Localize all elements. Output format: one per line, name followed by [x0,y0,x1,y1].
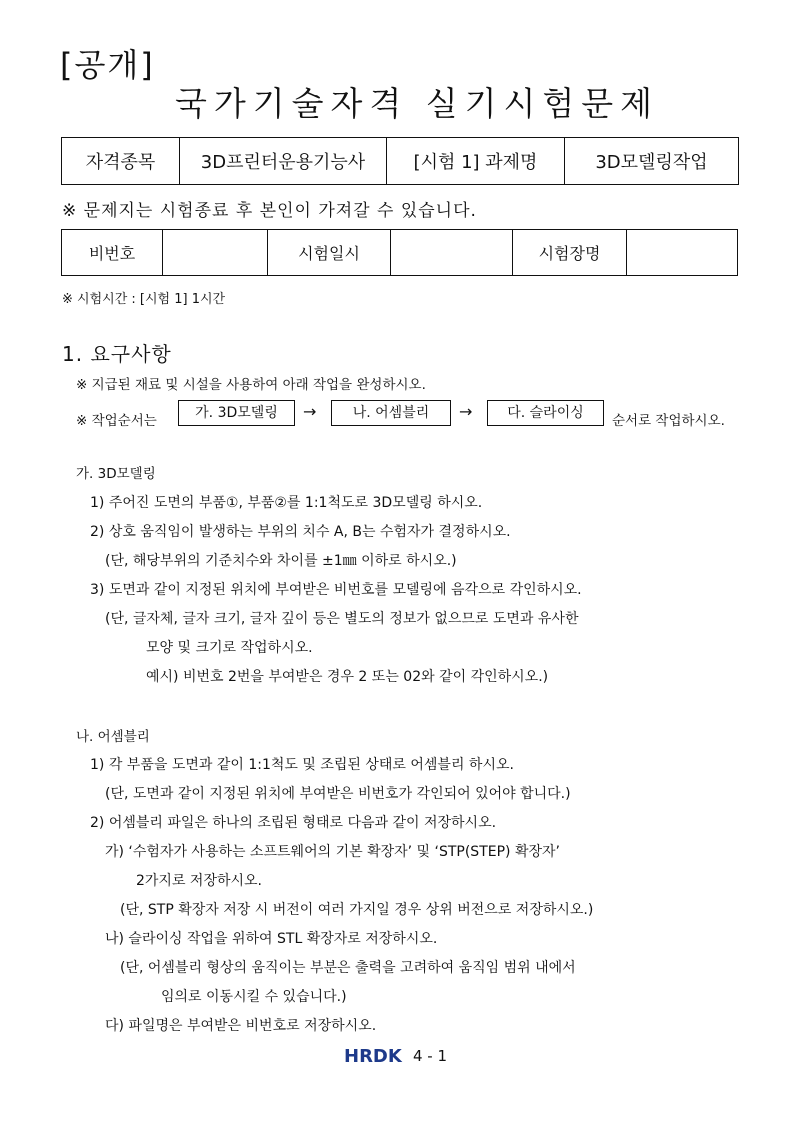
exam-info-table [61,229,738,276]
text-line: 예시) 비번호 2번을 부여받은 경우 2 또는 02와 같이 각인하시오.) [146,669,549,685]
value-exam-date [391,230,513,276]
label-exam-number: 비번호 [62,230,163,276]
exam-time: ※ 시험시간 : [시험 1] 1시간 [62,292,226,307]
label-qualification-type: 자격종목 [62,138,180,185]
value-qualification-type: 3D프린터운용기능사 [180,138,387,185]
text-line: 2) 상호 움직임이 발생하는 부위의 치수 A, B는 수험자가 결정하시오. [90,524,511,540]
hrdk-logo: HRDK [344,1046,402,1067]
qualification-table [61,137,739,185]
page-title: 국가기술자격 실기시험문제 [175,84,660,123]
page-number: 4 - 1 [413,1047,448,1065]
text-line: 임의로 이동시킬 수 있습니다.) [161,989,347,1005]
value-task-name: 3D모델링작업 [565,138,739,185]
order-prefix: ※ 작업순서는 [76,413,157,429]
text-line: 3) 도면과 같이 지정된 위치에 부여받은 비번호를 모델링에 음각으로 각인하시오. [90,582,582,598]
text-line: (단, 도면과 같이 지정된 위치에 부여받은 비번호가 각인되어 있어야 합니다.) [105,786,571,802]
arrow-icon: → [303,402,317,421]
text-line: 2) 어셈블리 파일은 하나의 조립된 형태로 다음과 같이 저장하시오. [90,815,497,831]
text-line: 2가지로 저장하시오. [136,873,262,889]
order-step-slicing: 다. 슬라이싱 [487,400,604,426]
order-step-modeling: 가. 3D모델링 [178,400,295,426]
section-title-requirements: 1. 요구사항 [62,342,172,366]
text-line: 1) 주어진 도면의 부품①, 부품②를 1:1척도로 3D모델링 하시오. [90,495,483,511]
text-line: 다) 파일명은 부여받은 비번호로 저장하시오. [105,1018,377,1034]
label-exam-place: 시험장명 [513,230,627,276]
notice-text: ※ 문제지는 시험종료 후 본인이 가져갈 수 있습니다. [62,201,477,221]
order-suffix: 순서로 작업하시오. [612,413,725,429]
text-line: 가) ‘수험자가 사용하는 소프트웨어의 기본 확장자’ 및 ‘STP(STEP) 확장자’ [105,844,560,860]
text-line: (단, 어셈블리 형상의 움직이는 부분은 출력을 고려하여 움직임 범위 내에서 [120,960,576,976]
value-exam-place [627,230,738,276]
text-line: 1) 각 부품을 도면과 같이 1:1척도 및 조립된 상태로 어셈블리 하시오. [90,757,514,773]
text-line: 나) 슬라이싱 작업을 위하여 STL 확장자로 저장하시오. [105,931,438,947]
part-heading-modeling: 가. 3D모델링 [76,466,156,482]
label-exam-date: 시험일시 [268,230,391,276]
part-heading-assembly: 나. 어셈블리 [76,729,150,745]
text-line: (단, 해당부위의 기준치수와 차이를 ±1㎜ 이하로 하시오.) [105,553,457,569]
label-task-name: [시험 1] 과제명 [387,138,565,185]
requirements-intro: ※ 지급된 재료 및 시설을 사용하여 아래 작업을 완성하시오. [76,377,426,393]
text-line: (단, 글자체, 글자 크기, 글자 깊이 등은 별도의 정보가 없으므로 도면과 유사한 [105,611,579,627]
value-exam-number [163,230,268,276]
order-step-assembly: 나. 어셈블리 [331,400,451,426]
text-line: (단, STP 확장자 저장 시 버전이 여러 가지일 경우 상위 버전으로 저장하시오.) [120,902,594,918]
arrow-icon: → [459,402,473,421]
public-tag: [공개] [60,46,155,84]
text-line: 모양 및 크기로 작업하시오. [146,640,313,656]
